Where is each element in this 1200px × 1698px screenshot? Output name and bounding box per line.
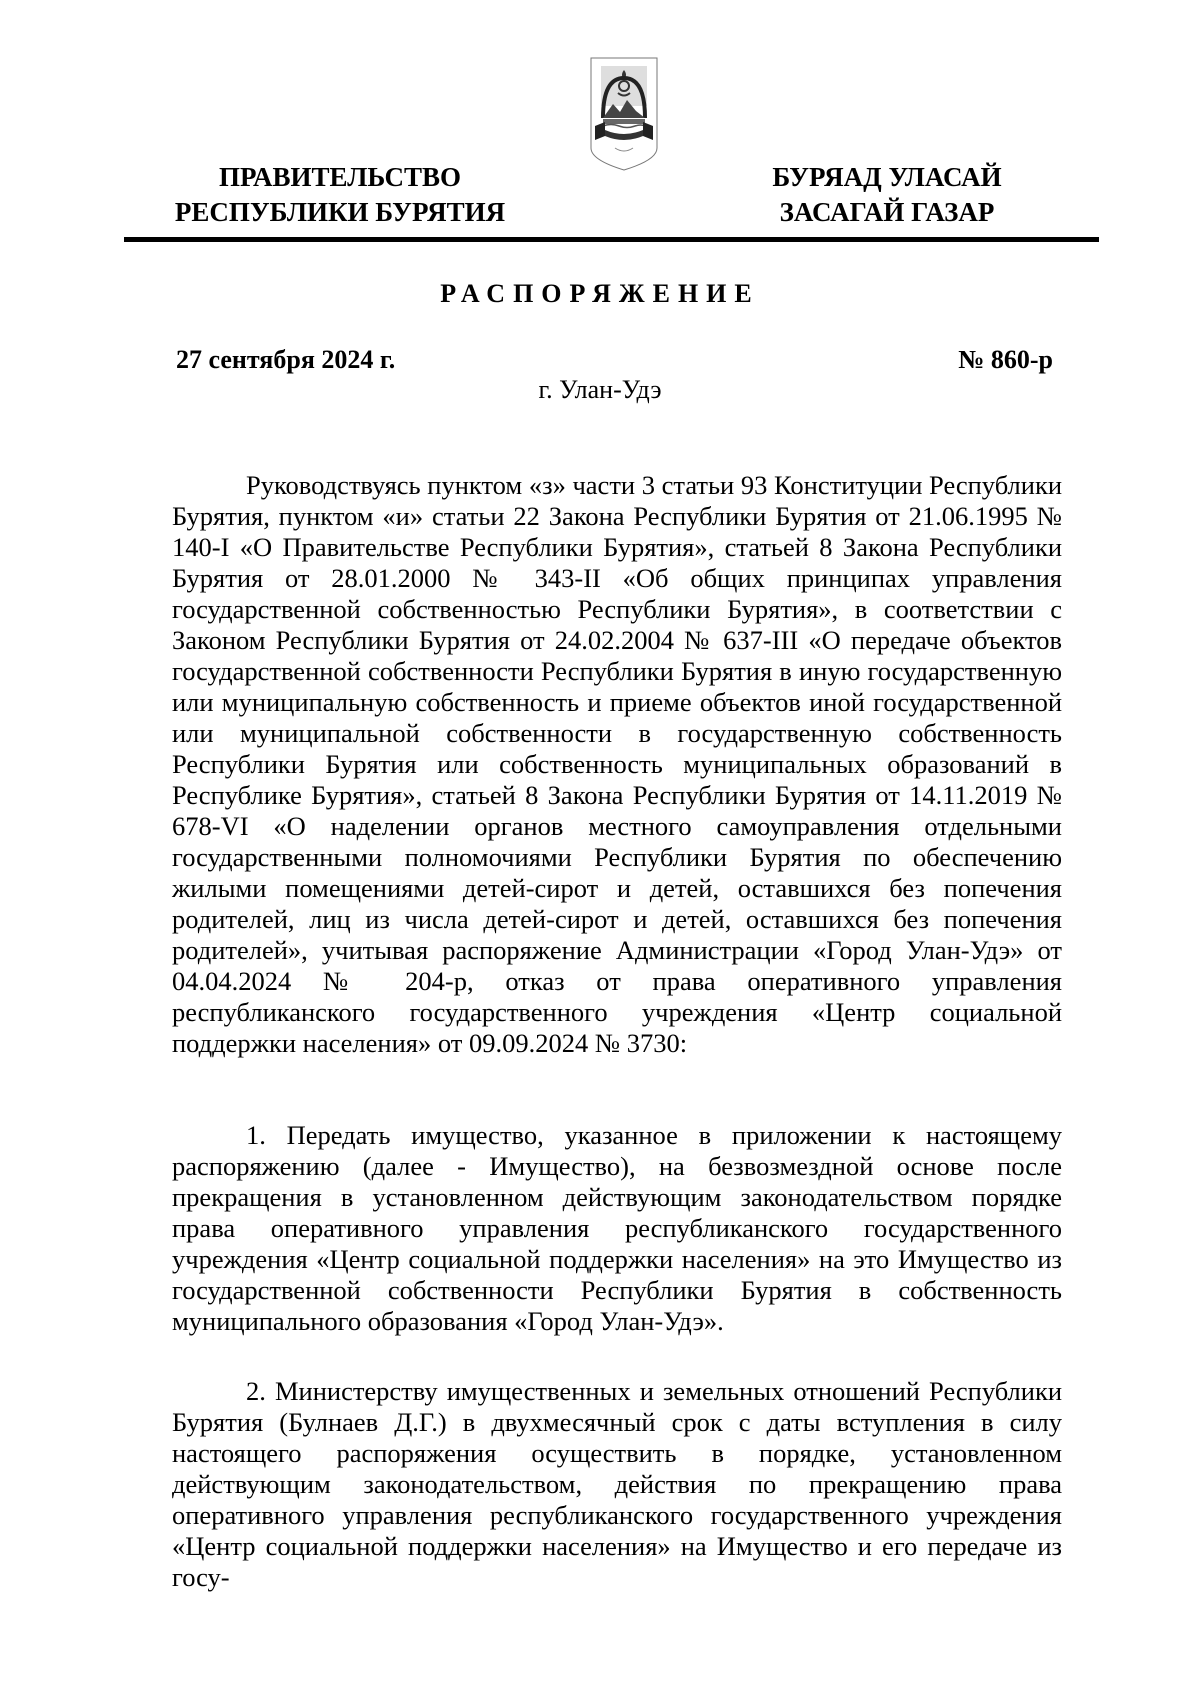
clause-2-paragraph: 2. Министерству имущественных и земельных отношений Республики Бурятия (Булнаев Д.Г.) в двухмесячный срок с даты вступления в силу настоящего распоряжения осуществить в порядке, установленном действующим законодательством, действия по прекращению права оперативного управления республиканского государственного учреждения «Центр социальной поддержки населения» на Имущество и его передаче из госу-	[172, 1376, 1062, 1592]
government-name-buryat-line-1: БУРЯАД УЛАСАЙ	[772, 162, 1002, 192]
document-title: РАСПОРЯЖЕНИЕ	[440, 279, 760, 308]
government-name-line-2: РЕСПУБЛИКИ БУРЯТИЯ	[174, 197, 506, 227]
header-divider	[124, 237, 1099, 242]
government-name-buryat	[727, 160, 1047, 230]
government-name-buryat-line-2: ЗАСАГАЙ ГАЗАР	[779, 197, 995, 227]
document-number: № 860-р	[958, 345, 1053, 374]
government-name-russian	[150, 160, 530, 230]
document-city: г. Улан-Удэ	[538, 375, 662, 404]
government-name-line-1: ПРАВИТЕЛЬСТВО	[218, 162, 462, 192]
preamble-paragraph: Руководствуясь пунктом «з» части 3 статьи 93 Конституции Республики Бурятия, пунктом «и» статьи 22 Закона Республики Бурятия от 21.06.1995 № 140-I «О Правительстве Республики Бурятия», статьей 8 Закона Республики Бурятия от 28.01.2000 № 343-II «Об общих принципах управления государственной собственностью Республики Бурятия», в соответствии с Законом Республики Бурятия от 24.02.2004 № 637-III «О передаче объектов государственной собственности Республики Бурятия в иную государственную или муниципальную собственность и приеме объектов иной государственной или муниципальной собственности в государственную собственность Республики Бурятия или собственность муниципальных образований в Республике Бурятия», статьей 8 Закона Республики Бурятия от 14.11.2019 № 678-VI «О наделении органов местного самоуправления отдельными государственными полномочиями Республики Бурятия по обеспечению жилыми помещениями детей-сирот и детей, оставшихся без попечения родителей, лиц из числа детей-сирот и детей, оставшихся без попечения родителей», учитывая распоряжение Администрации «Город Улан-Удэ» от 04.04.2024 № 204-р, отказ от права оперативного управления республиканского государственного учреждения «Центр социальной поддержки населения» от 09.09.2024 № 3730:	[172, 470, 1062, 1058]
clause-1-paragraph: 1. Передать имущество, указанное в приложении к настоящему распоряжению (далее - Имущество), на безвозмездной основе после прекращения в установленном действующим законодательством порядке права оперативного управления республиканского государственного учреждения «Центр социальной поддержки населения» на это Имущество из государственной собственности Республики Бурятия в собственность муниципального образования «Город Улан-Удэ».	[172, 1120, 1062, 1336]
document-date: 27 сентября 2024 г.	[176, 345, 396, 374]
buryatia-coat-of-arms-icon	[589, 56, 659, 172]
